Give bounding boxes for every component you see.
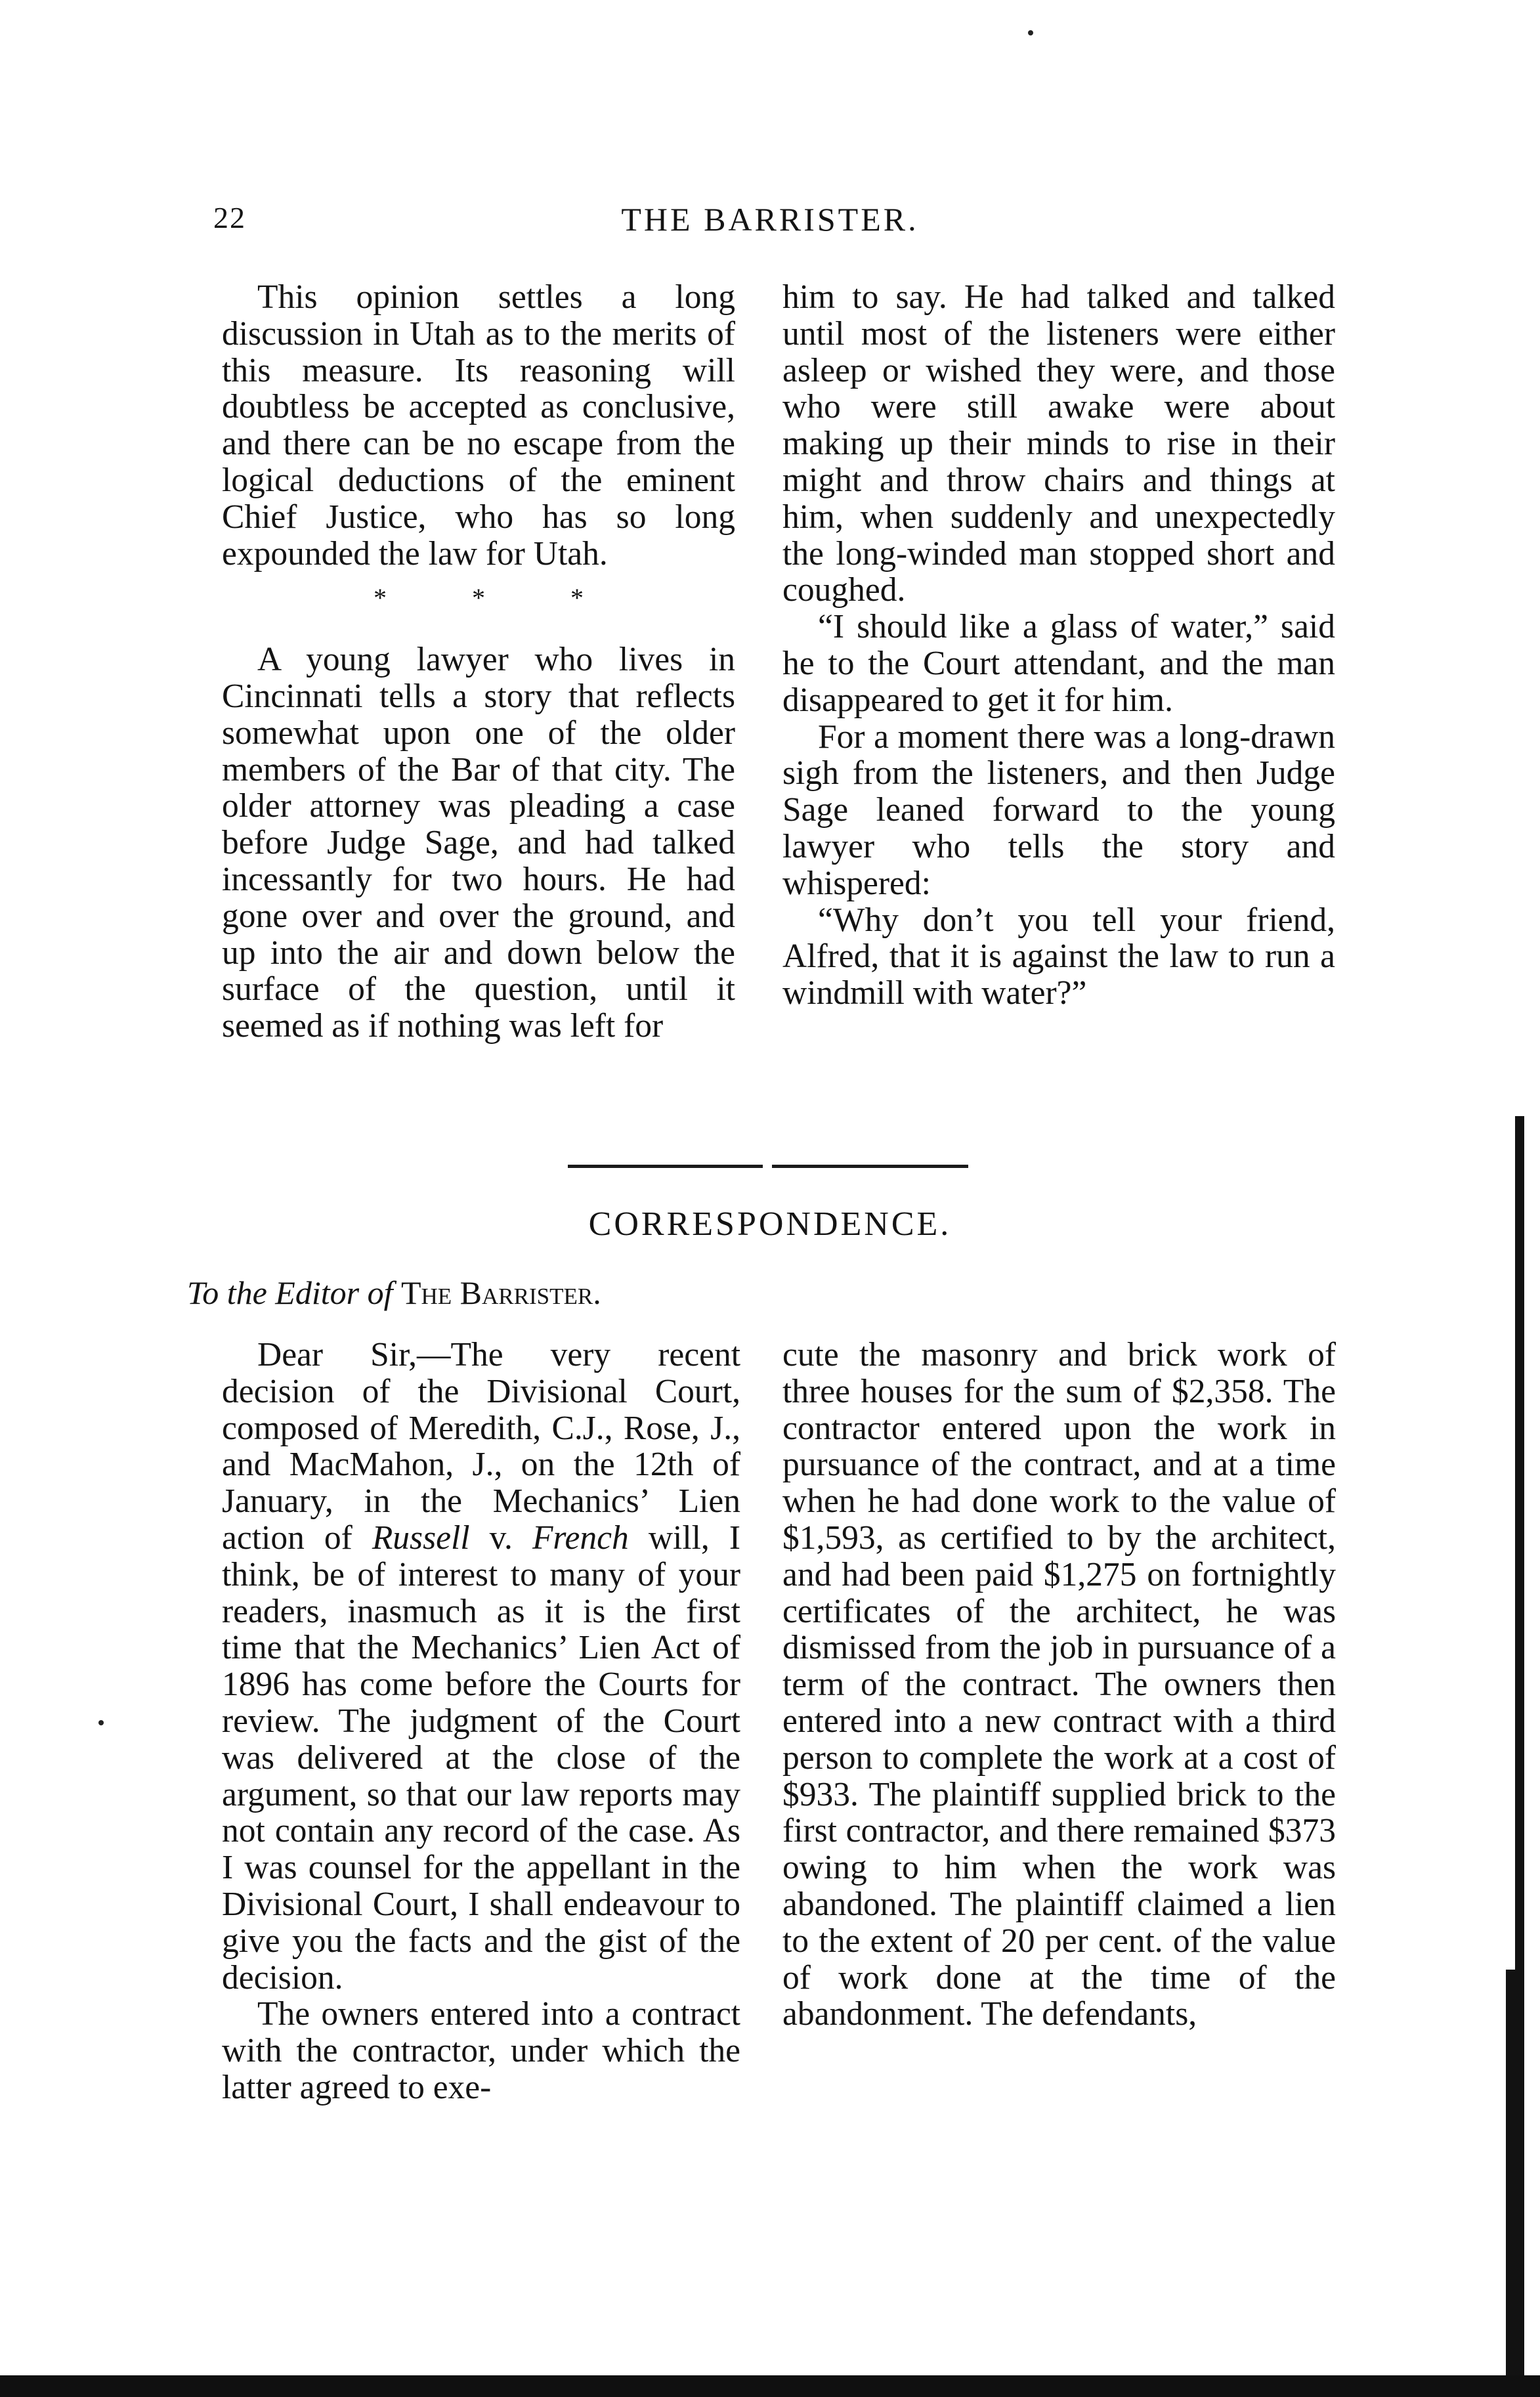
column-upper-left — [222, 279, 735, 1045]
scan-bottom-border — [0, 2375, 1540, 2397]
case-versus: v. — [469, 1519, 532, 1557]
section-title-correspondence: CORRESPONDENCE. — [588, 1205, 952, 1243]
column-upper-right — [782, 279, 1335, 1012]
section-separator: * * * — [374, 583, 623, 613]
paragraph-judge-sage: For a moment there was a long-drawn sigh from the listeners, and then Judge Sage leaned forward to the young lawyer who tells the story and whispered: — [782, 718, 1335, 902]
paragraph-windmill-punchline: “Why don’t you tell your friend, Alfred, that it is against the law to run a windmill with water?” — [782, 901, 1335, 1012]
salutation-prefix: To the Editor of — [187, 1274, 393, 1311]
page-number: 22 — [213, 201, 246, 234]
running-title: THE BARRISTER. — [621, 201, 919, 238]
letter-text-part-1: Dear Sir,—The very recent decision of the Divisional Court, composed of Meredith, C.J., Rose, J., and MacMahon, J., on the 12th of January, in the Mechanics’ Lien action of — [222, 1336, 740, 1557]
paragraph-utah-opinion: This opinion settles a long discussion in Utah as to the merits of this measure. Its reasoning will doubtless be accepted as conclusive, and there can be no escape from the logical deductions of the eminent Chief Justice, who has so long expounded the law for Utah. — [222, 278, 735, 572]
paragraph-dear-sir — [222, 1337, 740, 1996]
salutation-journal: The Barrister. — [400, 1274, 601, 1311]
column-lower-right — [782, 1337, 1336, 2033]
column-lower-left — [222, 1337, 740, 2106]
case-name-defendant: French — [532, 1519, 629, 1557]
scan-edge-shadow-lower — [1506, 1970, 1516, 2397]
paragraph-young-lawyer-story: A young lawyer who lives in Cincinnati tells a story that reflects somewhat upon one of the older members of the Bar of that city. The older attorney was pleading a case before Judge Sage, and had talked incessantly for two hours. He had gone over and over the ground, and up into the air and down below the surface of the question, until it seemed as if nothing was left for — [222, 641, 735, 1045]
paragraph-glass-of-water: “I should like a glass of water,” said he to the Court attendant, and the man disappeared to get it for him. — [782, 608, 1335, 719]
scan-edge-shadow — [1515, 1116, 1524, 2397]
scan-speck — [98, 1720, 104, 1725]
paragraph-contract-details: cute the masonry and brick work of three houses for the sum of $2,358. The contractor entered upon the work in pursuance of the contract, and at a time when he had done work to the value of $1,593, as certified to by the architect, and had been paid $1,275 on fortnightly certificates of the architect, he was dismissed from the job in pursuance of a term of the contract. The owners then entered into a new contract with a third person to complete the work at a cost of $933. The plaintiff supplied brick to the first contractor, and there remained $373 owing to him when the work was abandoned. The plaintiff claimed a lien to the extent of 20 per cent. of the value of work done at the time of the abandonment. The defendants, — [782, 1336, 1336, 2033]
rule-break — [763, 1163, 772, 1169]
letter-text-part-2: will, I think, be of interest to many of your readers, inasmuch as it is the first time that the Mechanics’ Lien Act of 1896 has come before the Courts for review. The judgment of the Court was delivered at the close of the argument, so that our law reports may not contain any record of the case. As I was counsel for the appellant in the Divisional Court, I shall endeavour to give you the facts and the gist of the decision. — [222, 1519, 741, 1997]
scan-speck — [1028, 30, 1033, 35]
letter-salutation — [187, 1274, 601, 1312]
paragraph-story-continued: him to say. He had talked and talked until most of the listeners were either asleep or wished they were, and those who were still awake were about making up their minds to rise in their might and throw chairs and things at him, when suddenly and unexpectedly the long-winded man stopped short and coughed. — [782, 278, 1335, 609]
paragraph-owners-contract: The owners entered into a contract with the contractor, under which the latter agreed to exe- — [222, 1995, 740, 2106]
case-name-plaintiff: Russell — [372, 1519, 470, 1557]
